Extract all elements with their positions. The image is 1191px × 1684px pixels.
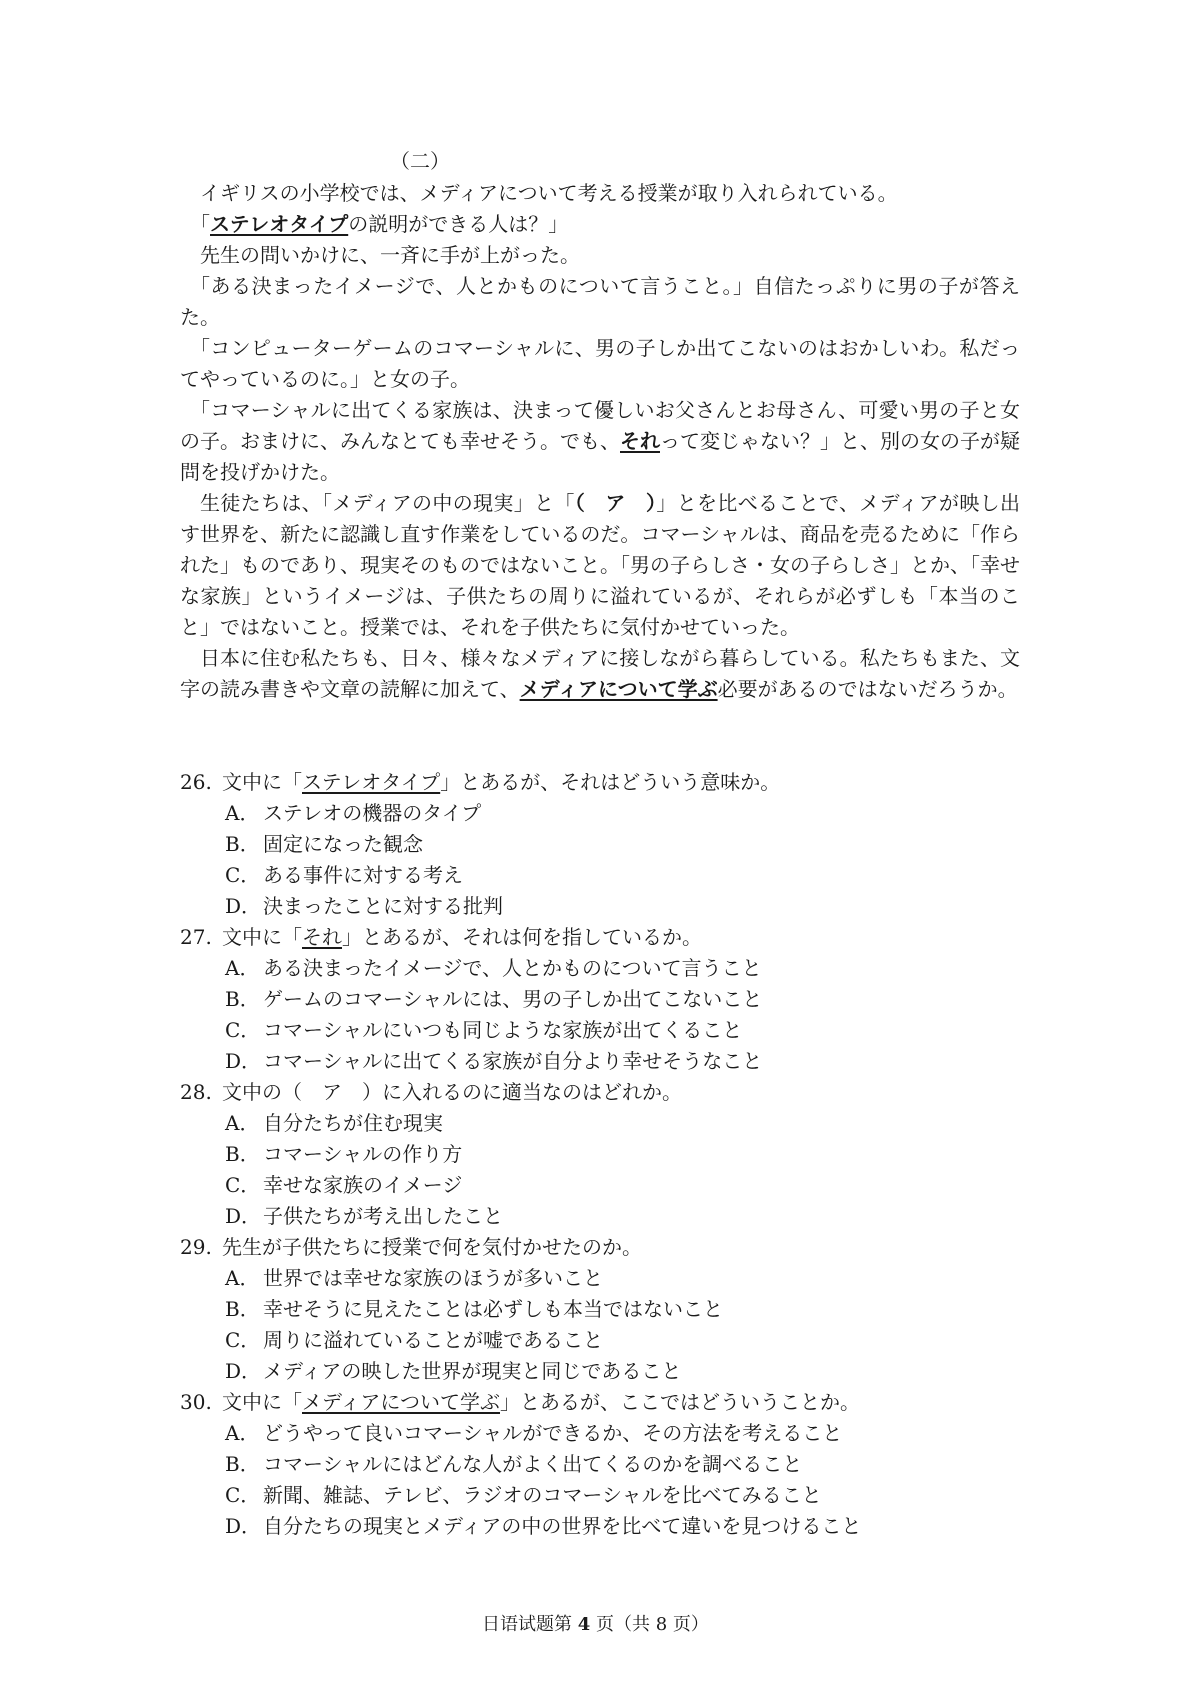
option-letter: B． <box>225 1142 260 1166</box>
question-number: 27. <box>180 925 212 949</box>
question-text: 」とあるが、それはどういう意味か。 <box>440 770 781 794</box>
option-letter: A． <box>225 1111 260 1135</box>
option-26a[interactable] <box>180 798 1020 829</box>
option-letter: C． <box>225 1018 261 1042</box>
option-30a[interactable] <box>180 1418 1020 1449</box>
passage-paragraph-2 <box>180 209 1020 240</box>
section-title: （二） <box>390 149 450 173</box>
option-28c[interactable] <box>180 1170 1020 1201</box>
option-29d[interactable] <box>180 1356 1020 1387</box>
question-27 <box>180 922 1020 953</box>
option-text: 幸せな家族のイメージ <box>263 1173 463 1197</box>
passage-paragraph-4: 「ある決まったイメージで、人とかものについて言うこと。」自信たっぷりに男の子が答えた。 <box>180 274 1020 329</box>
option-text: 自分たちの現実とメディアの中の世界を比べて違いを見つけること <box>263 1514 862 1538</box>
option-letter: D． <box>225 1204 262 1228</box>
option-text: コマーシャルに出てくる家族が自分より幸せそうなこと <box>263 1049 763 1073</box>
question-text: 」とあるが、それは何を指しているか。 <box>342 925 702 949</box>
question-list <box>180 767 1020 1542</box>
question-26 <box>180 767 1020 798</box>
option-30c[interactable] <box>180 1480 1020 1511</box>
passage-paragraph-5: 「コンピューターゲームのコマーシャルに、男の子しか出てこないのはおかしいわ。私だってやっているのに。」と女の子。 <box>180 336 1020 391</box>
passage-text: 「コマーシャルに出てくる家族は、決まって優しいお父さんとお母さん、可愛い男の子と女の子。おまけに、みんなとても幸せそう。でも、 <box>180 398 1020 453</box>
footer-text: 页（共 8 页） <box>590 1614 709 1635</box>
blank-a: （ ア ） <box>574 491 657 515</box>
option-26d[interactable] <box>180 891 1020 922</box>
option-letter: C． <box>225 1483 261 1507</box>
option-30b[interactable] <box>180 1449 1020 1480</box>
passage-text: 」とを比べることで、メディアが映し出す世界を、新たに認識し直す作業をしているのだ。コマーシャルは、商品を売るために「作られた」ものであり、現実そのものではないこと。「男の子らしさ・女の子らしさ」とか、「幸せな家族」というイメージは、子供たちの周りに溢れているが、それらが必ずしも「本当のこと」ではないこと。授業では、それを子供たちに気付かせていった。 <box>180 491 1021 639</box>
passage-paragraph-3: 先生の問いかけに、一斉に手が上がった。 <box>200 243 580 267</box>
footer-text: 日语试题第 <box>482 1614 578 1635</box>
question-underlined-term: メディアについて学ぶ <box>302 1390 500 1414</box>
option-text: 自分たちが住む現実 <box>263 1111 443 1135</box>
option-letter: C． <box>225 863 261 887</box>
passage-paragraph-6 <box>180 395 1020 488</box>
underlined-term-stereotype: ステレオタイプ <box>210 212 349 236</box>
option-text: 子供たちが考え出したこと <box>263 1204 503 1228</box>
option-text: メディアの映した世界が現実と同じであること <box>263 1359 682 1383</box>
option-letter: A． <box>225 801 260 825</box>
option-text: ゲームのコマーシャルには、男の子しか出てこないこと <box>263 987 763 1011</box>
option-letter: D． <box>225 1359 262 1383</box>
option-text: 決まったことに対する批判 <box>263 894 503 918</box>
option-letter: D． <box>225 1514 262 1538</box>
option-letter: C． <box>225 1173 261 1197</box>
option-text: ある決まったイメージで、人とかものについて言うこと <box>263 956 762 980</box>
option-letter: B． <box>225 1297 260 1321</box>
passage-text: 生徒たちは、「メディアの中の現実」と「 <box>200 491 575 515</box>
page-number: 4 <box>577 1614 591 1635</box>
option-text: コマーシャルにいつも同じような家族が出てくること <box>263 1018 743 1042</box>
option-text: コマーシャルにはどんな人がよく出てくるのかを調べること <box>263 1452 803 1476</box>
option-26b[interactable] <box>180 829 1020 860</box>
option-text: ステレオの機器のタイプ <box>263 801 482 825</box>
question-29 <box>180 1232 1020 1263</box>
question-text: 文中に「 <box>222 925 302 949</box>
open-bracket: 「 <box>190 212 210 236</box>
question-text: 文中の（ ア ）に入れるのに適当なのはどれか。 <box>222 1080 682 1104</box>
option-text: 世界では幸せな家族のほうが多いこと <box>263 1266 603 1290</box>
question-number: 29. <box>180 1235 212 1259</box>
passage-text: 必要があるのではないだろうか。 <box>717 677 1018 701</box>
option-letter: B． <box>225 832 260 856</box>
question-underlined-term: ステレオタイプ <box>302 770 441 794</box>
option-30d[interactable] <box>180 1511 1020 1542</box>
option-text: コマーシャルの作り方 <box>263 1142 463 1166</box>
question-number: 26. <box>180 770 212 794</box>
option-text: どうやって良いコマーシャルができるか、その方法を考えること <box>263 1421 843 1445</box>
question-text: 」とあるが、ここではどういうことか。 <box>500 1390 860 1414</box>
underlined-term-media: メディアについて学ぶ <box>519 677 718 701</box>
question-text: 先生が子供たちに授業で何を気付かせたのか。 <box>222 1235 642 1259</box>
passage-paragraph-7 <box>180 488 1020 643</box>
option-text: 新聞、雑誌、テレビ、ラジオのコマーシャルを比べてみること <box>263 1483 822 1507</box>
option-letter: A． <box>225 1266 260 1290</box>
option-27a[interactable] <box>180 953 1020 984</box>
option-text: 固定になった観念 <box>263 832 423 856</box>
option-letter: A． <box>225 956 260 980</box>
option-letter: C． <box>225 1328 261 1352</box>
option-26c[interactable] <box>180 860 1020 891</box>
option-text: 幸せそうに見えたことは必ずしも本当ではないこと <box>263 1297 723 1321</box>
question-text: 文中に「 <box>222 1390 302 1414</box>
question-text: 文中に「 <box>222 770 302 794</box>
question-28 <box>180 1077 1020 1108</box>
option-27c[interactable] <box>180 1015 1020 1046</box>
option-letter: D． <box>225 1049 262 1073</box>
option-letter: B． <box>225 1452 260 1476</box>
option-letter: D． <box>225 894 262 918</box>
question-30 <box>180 1387 1020 1418</box>
option-27d[interactable] <box>180 1046 1020 1077</box>
option-28b[interactable] <box>180 1139 1020 1170</box>
question-number: 30. <box>180 1390 212 1414</box>
page-footer <box>0 1612 1191 1638</box>
option-29c[interactable] <box>180 1325 1020 1356</box>
option-27b[interactable] <box>180 984 1020 1015</box>
passage-paragraph-8 <box>180 643 1020 705</box>
option-letter: B． <box>225 987 260 1011</box>
option-28a[interactable] <box>180 1108 1020 1139</box>
option-29b[interactable] <box>180 1294 1020 1325</box>
option-letter: A． <box>225 1421 260 1445</box>
question-number: 28. <box>180 1080 212 1104</box>
passage-paragraph-1: イギリスの小学校では、メディアについて考える授業が取り入れられている。 <box>200 181 898 205</box>
passage-text: って変じゃない？」と、別の女の子が疑問を投げかけた。 <box>180 429 1020 484</box>
passage-text: の説明ができる人は？」 <box>348 212 569 236</box>
option-28d[interactable] <box>180 1201 1020 1232</box>
option-text: 周りに溢れていることが嘘であること <box>263 1328 603 1352</box>
underlined-term-sore: それ <box>620 429 660 453</box>
question-underlined-term: それ <box>302 925 342 949</box>
passage-text: 日本に住む私たちも、日々、様々なメディアに接しながら暮らしている。私たちもまた、文字の読み書きや文章の読解に加えて、 <box>180 646 1020 701</box>
option-29a[interactable] <box>180 1263 1020 1294</box>
option-text: ある事件に対する考え <box>263 863 463 887</box>
reading-passage <box>180 178 1020 705</box>
